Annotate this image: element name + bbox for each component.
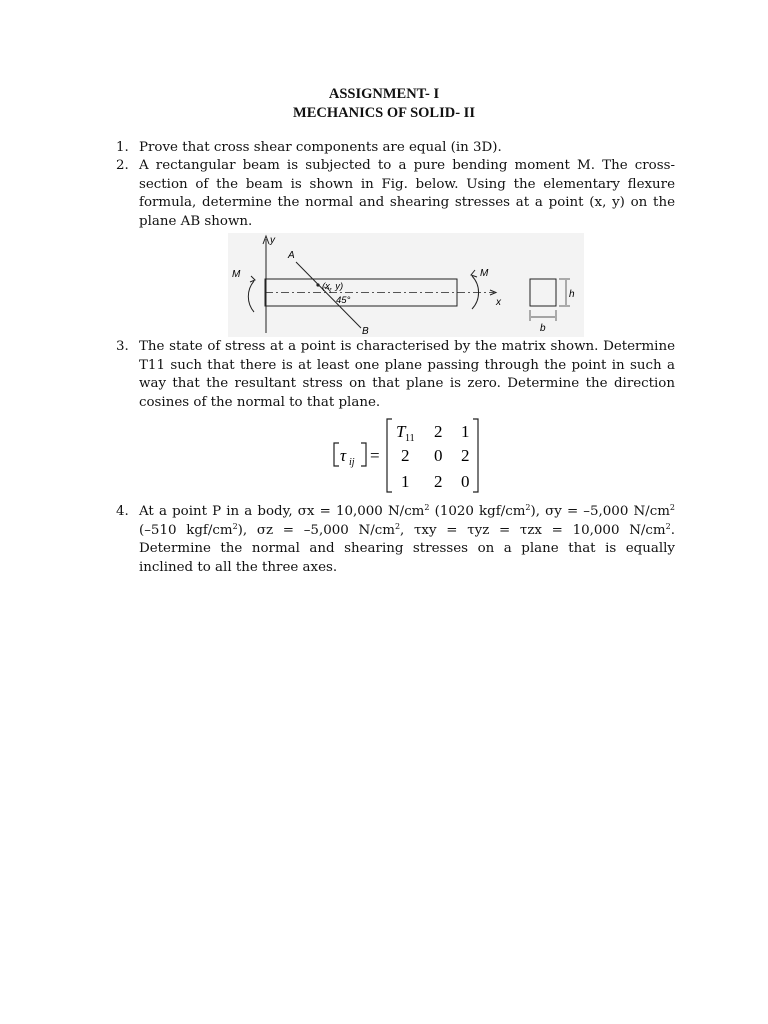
text-run: ), σz = –5,000 N/cm xyxy=(237,522,395,538)
matrix-bracket-left xyxy=(387,419,392,492)
text-run: ), σy = –5,000 N/cm xyxy=(530,504,670,519)
matrix-bracket-right xyxy=(473,419,478,492)
text-run: . Determine the normal and shearing stresses on a plane that is equally inclined to all the three axes. xyxy=(139,522,675,575)
left-moment-label: M xyxy=(232,269,241,280)
figure-background xyxy=(228,233,584,337)
question-number: 3. xyxy=(116,339,129,354)
point-a-label: A xyxy=(288,250,295,261)
superscript: 2 xyxy=(525,503,531,512)
matrix-cell: 2 xyxy=(434,472,443,491)
lhs-bracket-right xyxy=(361,443,366,466)
tau-subscript: ij xyxy=(349,457,355,468)
x-axis-label: x xyxy=(496,297,501,308)
text-run: At a point P in a body, σx = 10,000 N/cm xyxy=(139,504,425,519)
point-b-label: B xyxy=(362,326,369,337)
course-title: MECHANICS OF SOLID- II xyxy=(293,105,475,121)
question-number: 4. xyxy=(116,504,129,519)
matrix-cell: 1 xyxy=(461,422,470,441)
right-moment-label: M xyxy=(480,268,489,279)
width-label: b xyxy=(540,323,546,334)
matrix-cell: 0 xyxy=(461,472,470,491)
question-number: 2. xyxy=(116,158,129,173)
y-axis-label: y xyxy=(270,235,275,246)
beam-figure xyxy=(228,233,584,337)
text-run: (1020 kgf/cm xyxy=(429,504,526,519)
t-subscript: 11 xyxy=(405,433,415,444)
matrix-cell: 2 xyxy=(461,446,470,465)
superscript: 2 xyxy=(424,503,430,512)
question-1 xyxy=(116,139,675,158)
stress-matrix xyxy=(328,415,486,495)
question-3 xyxy=(116,338,675,412)
question-2 xyxy=(116,157,675,231)
matrix-cell: 1 xyxy=(401,472,410,491)
lhs-bracket-left xyxy=(334,443,339,466)
angle-label: 45° xyxy=(336,295,351,306)
question-text: The state of stress at a point is characterised by the matrix shown. Determine T11 such that there is at least one plane passing through the point in such a way that the resultant stress on that plane is zero. Determine the direction cosines of the normal to that plane. xyxy=(139,339,675,410)
matrix-cell: 0 xyxy=(434,446,443,465)
t-symbol: T xyxy=(396,422,406,441)
question-text: A rectangular beam is subjected to a pure bending moment M. The cross-section of the beam is shown in Fig. below. Using the elementary flexure formula, determine the normal and shearing stresses at a point (x, y) on the plane AB shown. xyxy=(139,158,675,229)
matrix-cell: 2 xyxy=(401,446,410,465)
question-text: Prove that cross shear components are equal (in 3D). xyxy=(139,140,502,155)
point-xy-label: (x, y) xyxy=(322,281,344,292)
point-marker xyxy=(316,283,319,286)
equals-sign: = xyxy=(370,446,380,465)
question-number: 1. xyxy=(116,140,129,155)
superscript: 2 xyxy=(394,521,401,531)
tau-symbol: τ xyxy=(340,446,347,465)
superscript: 2 xyxy=(232,521,238,531)
height-label: h xyxy=(569,289,575,300)
superscript: 2 xyxy=(669,503,675,512)
question-4 xyxy=(116,503,675,577)
superscript: 2 xyxy=(665,521,671,531)
assignment-title: ASSIGNMENT- I xyxy=(328,86,440,102)
text-run: (–510 kgf/cm xyxy=(139,522,233,538)
matrix-cell: 2 xyxy=(434,422,443,441)
question-text xyxy=(139,503,675,577)
text-run: , τxy = τyz = τzx = 10,000 N/cm xyxy=(400,522,666,538)
